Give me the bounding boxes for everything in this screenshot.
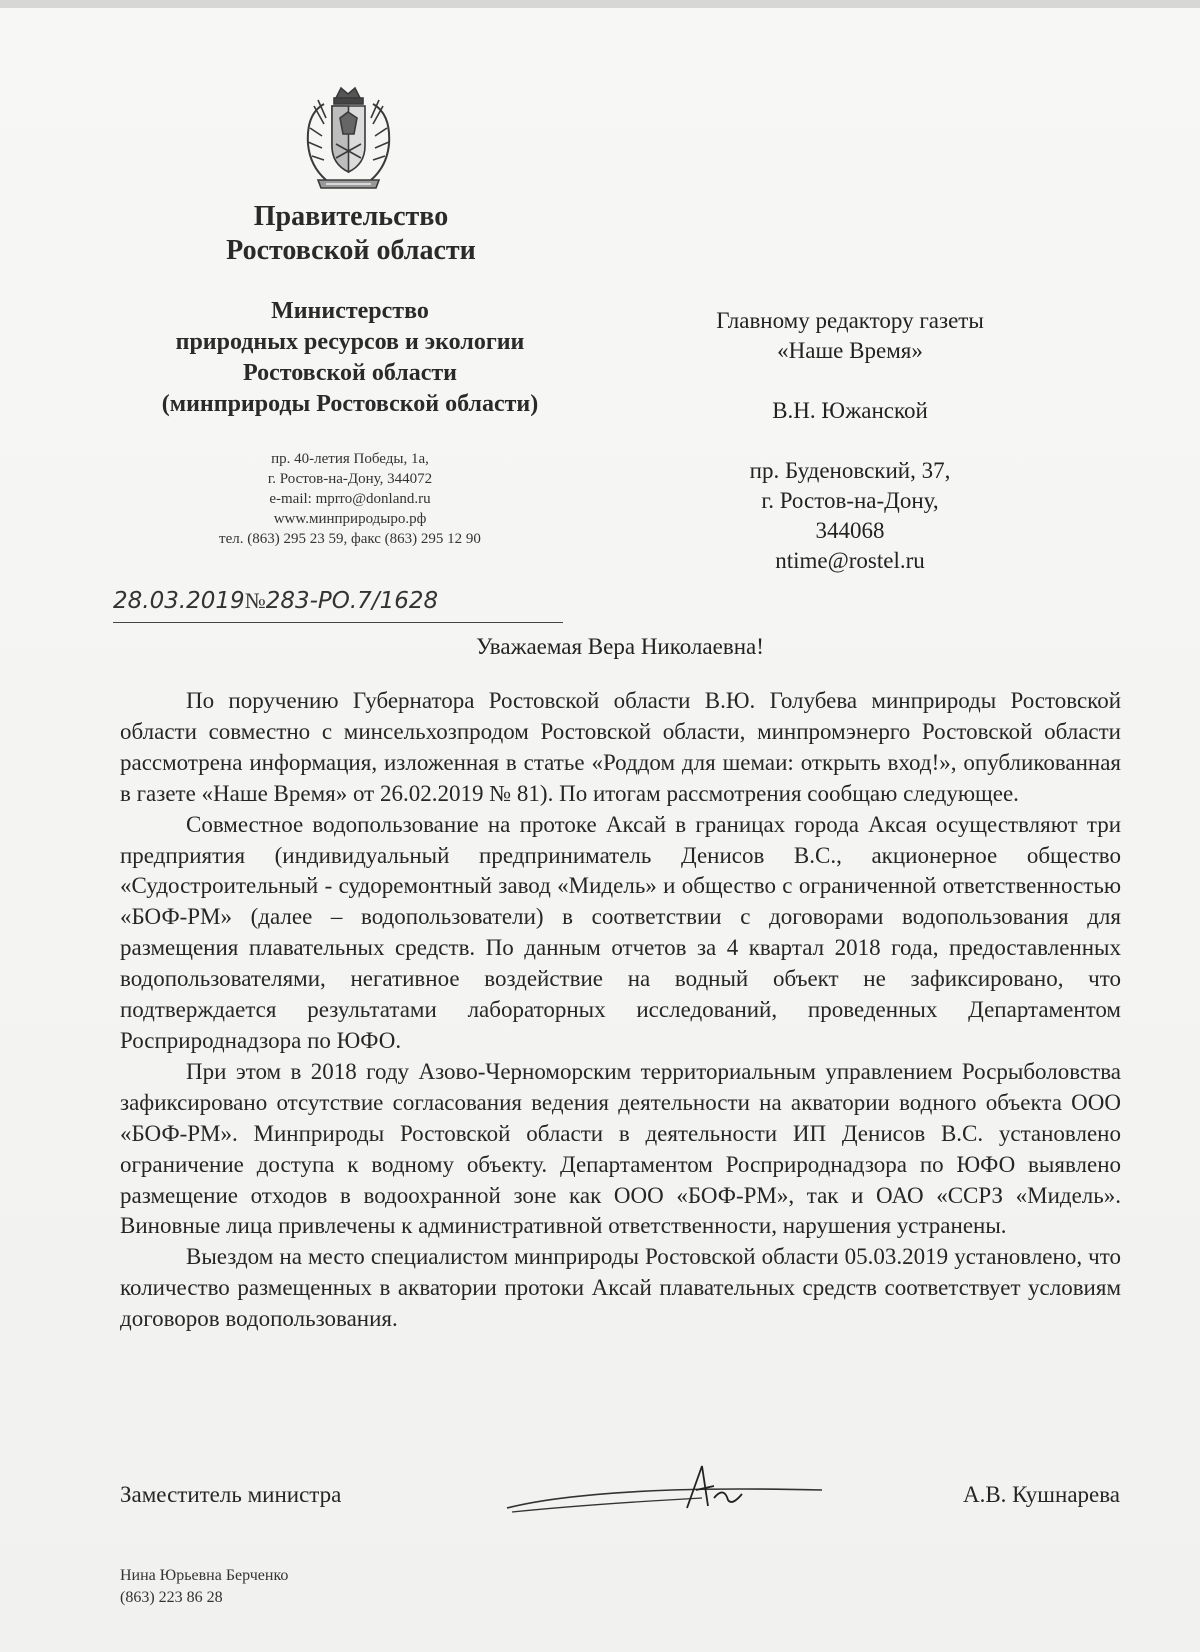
handwritten-signature-icon bbox=[502, 1446, 832, 1526]
letter-body bbox=[120, 686, 1121, 1335]
ministry-line: (минприроды Ростовской области) bbox=[161, 391, 539, 417]
executor-block bbox=[120, 1565, 520, 1609]
coat-of-arms-icon bbox=[296, 84, 401, 196]
government-line: Правительство bbox=[253, 201, 449, 232]
ministry-title bbox=[100, 296, 600, 420]
salutation: Уважаемая Вера Николаевна! bbox=[476, 634, 764, 659]
signer-position: Заместитель министра bbox=[120, 1482, 342, 1507]
contact-website: www.минприродыро.рф bbox=[273, 511, 427, 527]
recipient-address: пр. Буденовский, 37, bbox=[749, 458, 951, 483]
recipient-postcode: 344068 bbox=[815, 518, 885, 543]
recipient-title: Главному редактору газеты bbox=[716, 308, 984, 333]
number-sign: № bbox=[244, 588, 266, 613]
recipient-block bbox=[650, 306, 1050, 576]
recipient-name: В.Н. Южанской bbox=[772, 398, 928, 423]
contact-address: пр. 40-летия Победы, 1а, bbox=[271, 451, 429, 467]
signature-row bbox=[120, 1478, 1120, 1528]
body-paragraph: По поручению Губернатора Ростовской области В.Ю. Голубева минприроды Ростовской области совместно с минсельхозпродом Ростовской области, минпромэнерго Ростовской области рассмотрена информация, изложенная в статье «Роддом для шемаи: открыть вход!», опубликованная в газете «Наше Время» от 26.02.2019 № 81). По итогам рассмотрения сообщаю следующее. bbox=[120, 688, 1121, 806]
contact-email: e-mail: mprro@donland.ru bbox=[269, 491, 431, 507]
registration-number: 283-РО.7/1628 bbox=[265, 588, 439, 614]
government-line: Ростовской области bbox=[226, 235, 476, 266]
ministry-line: Ростовской области bbox=[243, 360, 457, 386]
contact-phone: тел. (863) 295 23 59, факс (863) 295 12 90 bbox=[219, 531, 481, 547]
recipient-newspaper: «Наше Время» bbox=[777, 338, 923, 363]
registration-date: 28.03.2019 bbox=[113, 588, 245, 614]
ministry-line: природных ресурсов и экологии bbox=[175, 329, 525, 355]
recipient-city: г. Ростов-на-Дону, bbox=[761, 488, 939, 513]
signer-name: А.В. Кушнарева bbox=[962, 1482, 1120, 1507]
executor-phone: (863) 223 86 28 bbox=[120, 1589, 223, 1606]
ministry-contacts bbox=[150, 449, 550, 549]
scan-edge bbox=[0, 0, 1200, 8]
body-paragraph: При этом в 2018 году Азово-Черноморским территориальным управлением Росрыболовства зафиксировано отсутствие согласования ведения деятельности на акватории водного объекта ООО «БОФ-РМ». Минприроды Ростовской области в деятельности ИП Денисов В.С. установлено ограничение доступа к водному объекту. Департаментом Росприроднадзора по ЮФО выявлено размещение отходов в водоохранной зоне как ООО «БОФ-РМ», так и ОАО «ССРЗ «Мидель». Виновные лица привлечены к административной ответственности, нарушения устранены. bbox=[120, 1058, 1121, 1239]
government-title bbox=[120, 200, 582, 268]
ministry-line: Министерство bbox=[271, 298, 429, 324]
recipient-email: ntime@rostel.ru bbox=[775, 548, 925, 573]
contact-city: г. Ростов-на-Дону, 344072 bbox=[267, 471, 433, 487]
body-paragraph: Выездом на место специалистом минприроды Ростовской области 05.03.2019 установлено, что количество размещенных в акватории протоки Аксай плавательных средств соответствует условиям договоров водопользования. bbox=[120, 1244, 1121, 1332]
body-paragraph: Совместное водопользование на протоке Аксай в границах города Аксая осуществляют три предприятия (индивидуальный предприниматель Денисов В.С., акционерное общество «Судостроительный - судоремонтный завод «Мидель» и общество с ограниченной ответственностью «БОФ-РМ» (далее – водопользователи) в соответствии с договорами водопользования для размещения плавательных средств. По данным отчетов за 4 квартал 2018 года, предоставленных водопользователями, негативное воздействие на водный объект не зафиксировано, что подтверждается результатами лабораторных исследований, проведенных Департаментом Росприроднадзора по ЮФО. bbox=[120, 811, 1121, 1053]
executor-name: Нина Юрьевна Берченко bbox=[120, 1567, 289, 1584]
registration-line bbox=[113, 588, 563, 623]
